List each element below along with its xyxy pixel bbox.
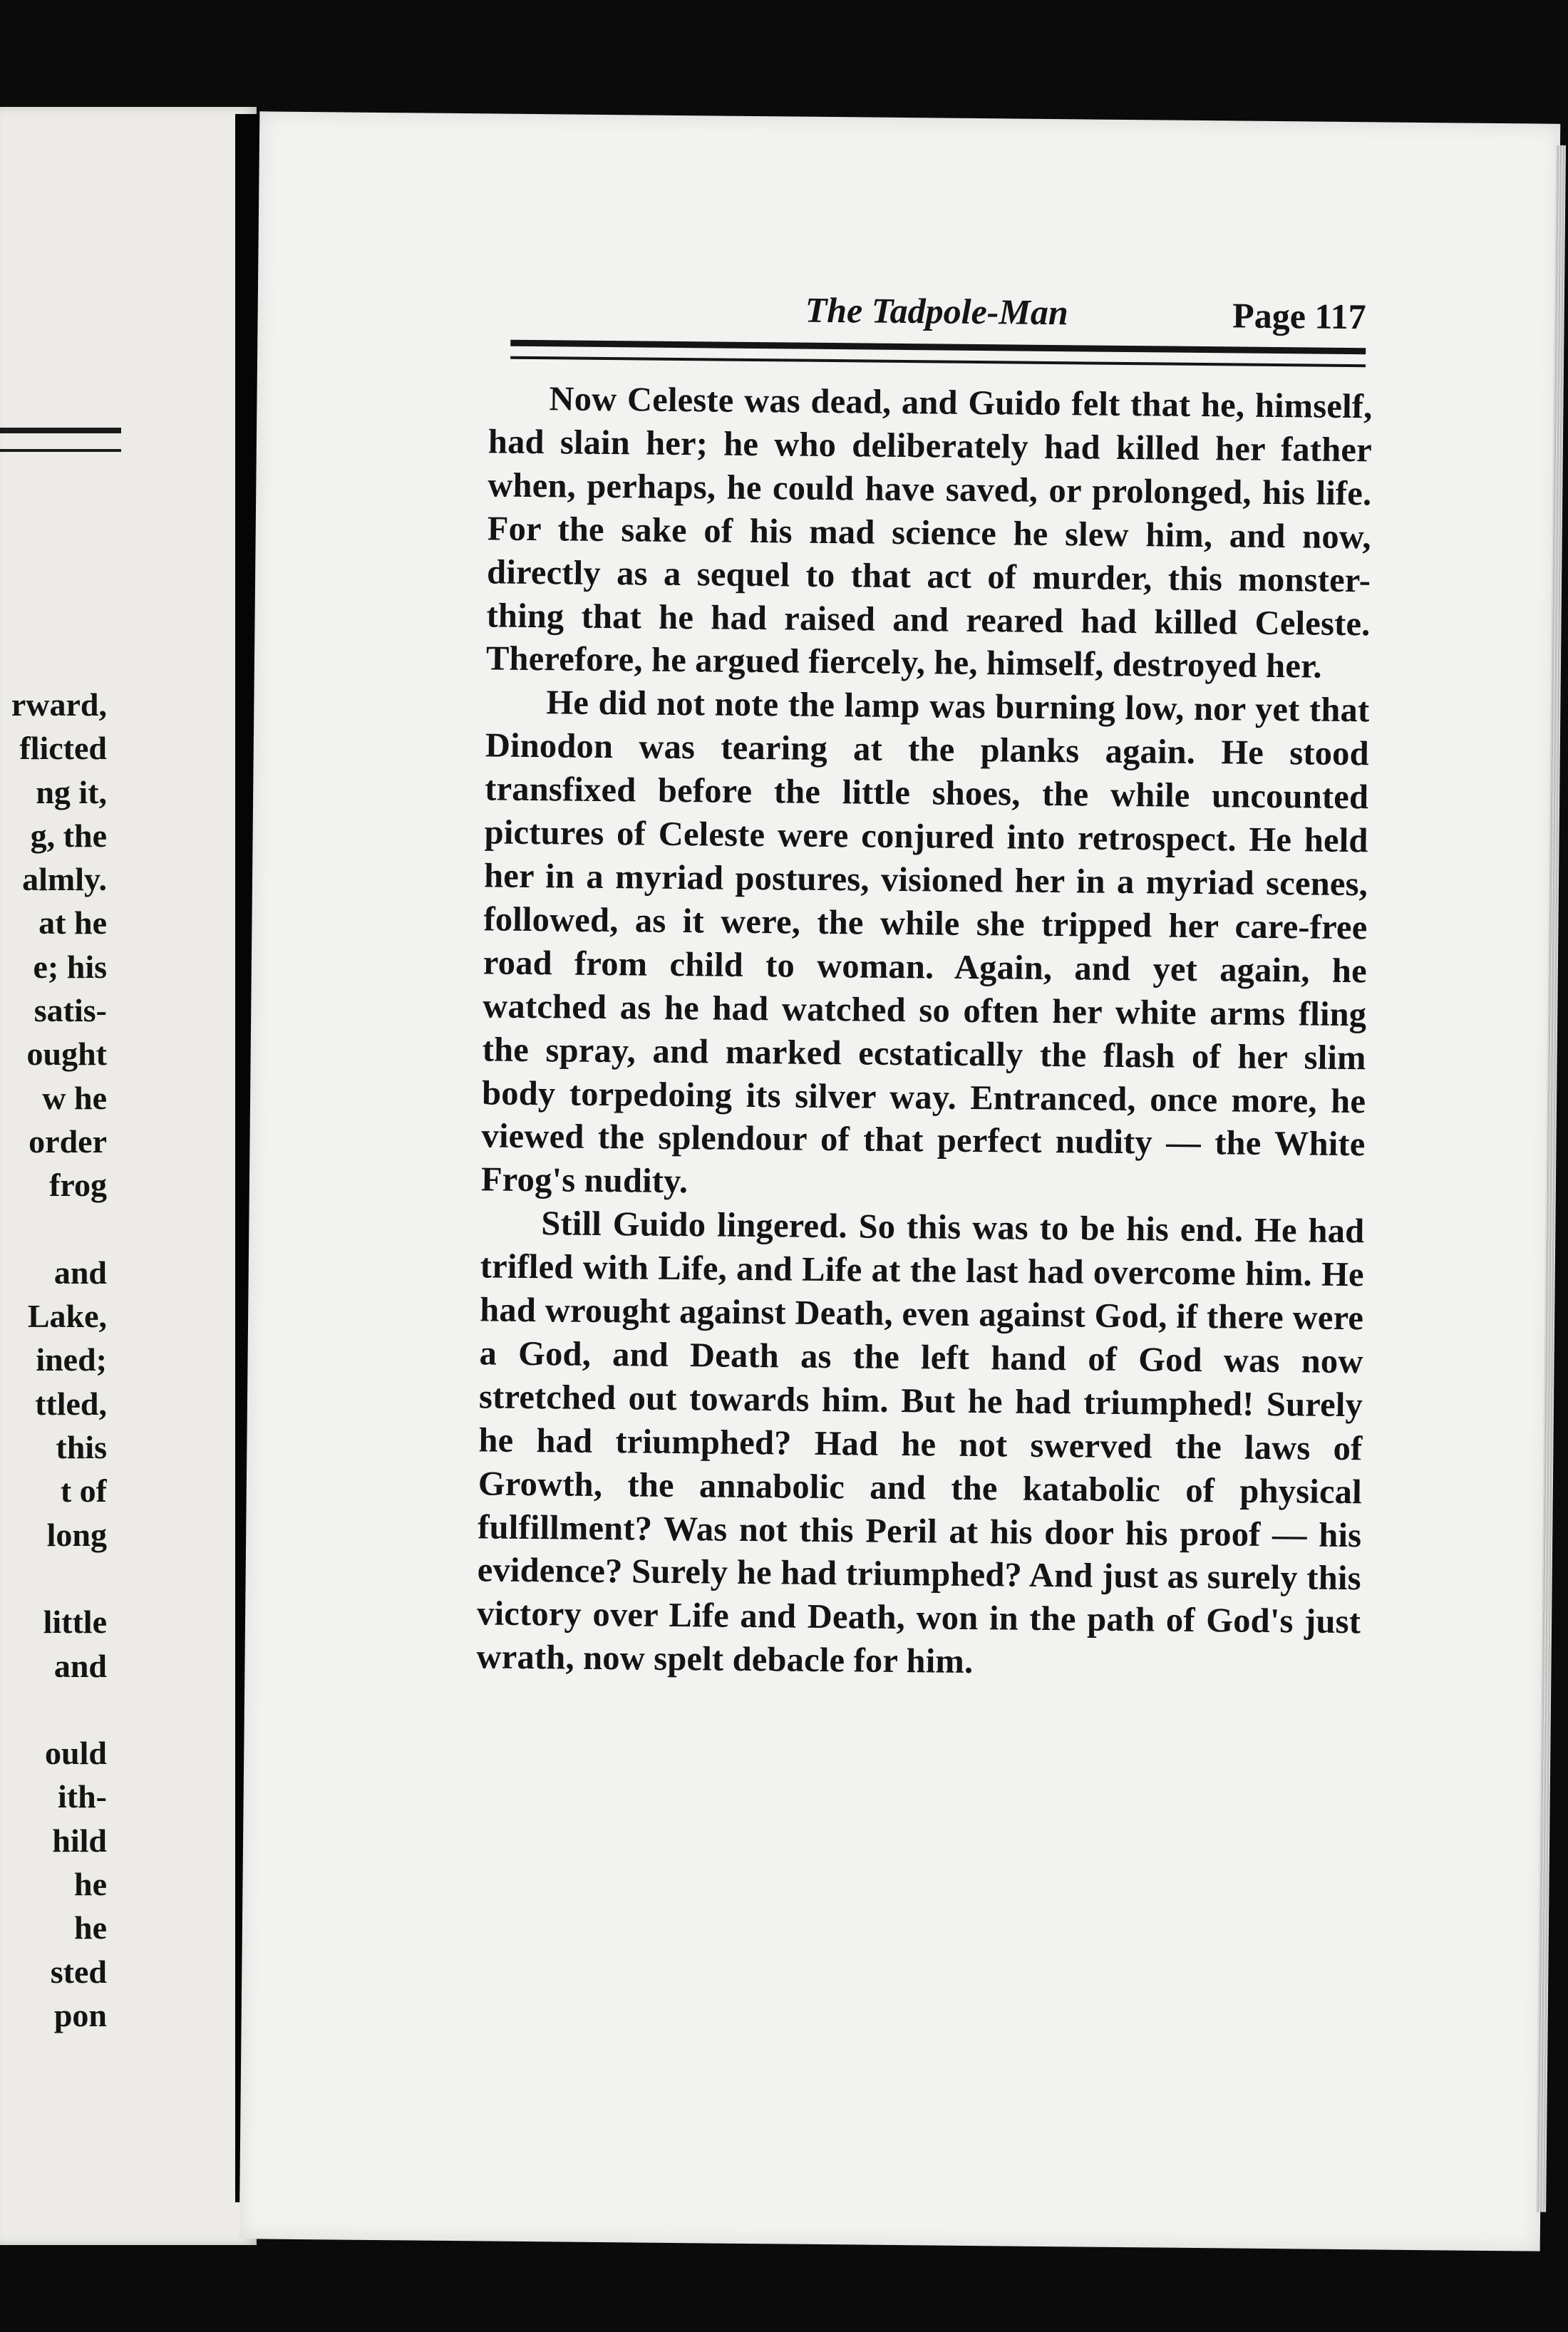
left-page-line: frog — [49, 1167, 107, 1204]
left-page-line: e; his — [33, 948, 107, 985]
left-page-line — [0, 1688, 107, 1731]
left-page-line: pon — [53, 1996, 107, 2033]
left-page-line: and — [53, 1647, 107, 1684]
left-page-text-fragments — [0, 683, 107, 2037]
left-page-line: t of — [60, 1472, 107, 1510]
left-page-line: little — [43, 1604, 107, 1641]
left-page-line: at he — [38, 904, 107, 941]
page-number: Page 117 — [1232, 295, 1366, 337]
header-rule — [510, 340, 1366, 368]
left-page-line — [0, 1557, 107, 1600]
left-page-line: flicted — [19, 730, 107, 767]
left-page-header-rule — [0, 428, 121, 452]
paragraph: Now Celeste was dead, and Guido felt that he, himself, had slain her; he who deliberately had killed her father when, perhaps, he could have saved, or prolonged, his life. For the sake of his mad science he slew him, and now, directly as a sequel to that act of murder, this monster-thing that he had raised and reared had killed Celeste. Therefore, he argued fiercely, he, himself, destroyed her. — [485, 380, 1373, 686]
body-text — [476, 377, 1372, 1688]
left-page-line: he — [74, 1866, 107, 1903]
left-page-line: ined; — [36, 1341, 107, 1378]
paragraph: Still Guido lingered. So this was to be his end. He had trifled with Life, and Life at the last had overcome him. He had wrought against Death, even against God, if there were a God, and Death as the left hand of God was now stretched out towards him. But he had triumphed! Surely he had triumphed? Had he not swerved the laws of Growth, the annabolic and the katabolic of physical fulfillment? Was not this Peril at his door his proof — his evidence? Surely he had triumphed? And just as surely this victory over Life and Death, won in the path of God's just wrath, now spelt debacle for him. — [476, 1204, 1365, 1681]
right-page — [239, 111, 1561, 2251]
left-page-line: ould — [45, 1735, 107, 1772]
left-page-line — [0, 1207, 107, 1251]
left-page-line: long — [46, 1516, 107, 1553]
running-title: The Tadpole-Man — [805, 289, 1068, 333]
left-page-line: ttled, — [35, 1385, 107, 1422]
left-page-line: hild — [52, 1822, 107, 1859]
left-page-line: g, the — [30, 817, 107, 854]
left-page-line: order — [29, 1123, 107, 1160]
left-page-line: satis- — [33, 992, 107, 1029]
left-page-line: ought — [26, 1036, 107, 1073]
left-page-line: sted — [50, 1953, 107, 1990]
page-edge — [1536, 145, 1566, 2212]
page-header — [510, 287, 1366, 345]
left-page-line: Lake, — [27, 1298, 107, 1335]
left-page-line: this — [56, 1429, 107, 1466]
left-page-line: w he — [42, 1079, 107, 1116]
left-page-line: ith- — [58, 1778, 107, 1815]
left-page-line: ng it, — [36, 773, 107, 810]
left-page — [0, 107, 257, 2245]
left-page-line: he — [74, 1909, 107, 1946]
left-page-line: and — [53, 1254, 107, 1291]
left-page-line: rward, — [11, 686, 107, 723]
left-page-line: almly. — [22, 861, 107, 898]
paragraph: He did not note the lamp was burning low, nor yet that Dinodon was tearing at the planks again. He stood transfixed before the little shoes, the while uncounted pictures of Celeste were conjured into retrospect. He held her in a myriad postures, visioned her in a myriad scenes, followed, as it were, the while she tripped her care-free road from child to woman. Again, and yet again, he watched as he had watched so often her white arms fling the spray, and marked ecstatically the flash of her slim body torpedoing its silver way. Entranced, once more, he viewed the splendour of that perfect nudity — the White Frog's nudity. — [480, 683, 1370, 1201]
